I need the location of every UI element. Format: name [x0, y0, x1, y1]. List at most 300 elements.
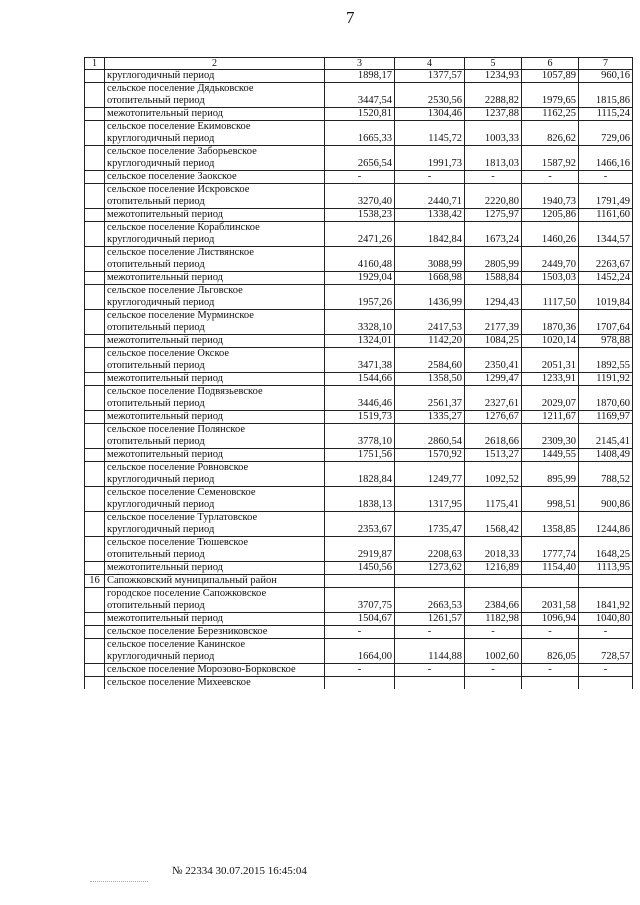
value-cell: 1568,42 — [465, 524, 522, 537]
value-cell: 1791,49 — [579, 196, 633, 209]
subheader-row — [85, 575, 633, 588]
value-cell: 895,99 — [522, 474, 579, 487]
empty-cell — [325, 83, 395, 96]
empty-cell — [395, 512, 465, 525]
value-cell: 2350,41 — [465, 360, 522, 373]
empty-cell — [465, 639, 522, 652]
value-cell: 2663,53 — [395, 600, 465, 613]
settlement-name-cell: сельское поселение Мурминское — [105, 310, 325, 323]
row-number-cell — [85, 639, 105, 652]
empty-cell — [465, 588, 522, 601]
empty-cell — [522, 146, 579, 159]
period-name-cell: круглогодичный период — [105, 297, 325, 310]
stamp-line — [90, 858, 158, 865]
value-cell: 2384,66 — [465, 600, 522, 613]
value-cell: 1664,00 — [325, 651, 395, 664]
value-cell: 1233,91 — [522, 373, 579, 386]
value-cell: 3707,75 — [325, 600, 395, 613]
empty-cell — [395, 386, 465, 399]
value-cell: 1892,55 — [579, 360, 633, 373]
value-cell: - — [395, 626, 465, 639]
table-body — [85, 58, 633, 690]
value-cell: 1040,80 — [579, 613, 633, 626]
settlement-name-cell: сельское поселение Екимовское — [105, 121, 325, 134]
value-cell: 1275,97 — [465, 209, 522, 222]
value-cell: 826,05 — [522, 651, 579, 664]
row-number-cell — [85, 171, 105, 184]
value-cell: 2031,58 — [522, 600, 579, 613]
empty-cell — [325, 146, 395, 159]
value-cell: 1466,16 — [579, 158, 633, 171]
value-cell: 2805,99 — [465, 259, 522, 272]
empty-cell — [465, 310, 522, 323]
value-cell: 1587,92 — [522, 158, 579, 171]
period-name-cell: отопительный период — [105, 322, 325, 335]
empty-cell — [325, 184, 395, 197]
period-name-cell: отопительный период — [105, 398, 325, 411]
registration-stamp — [90, 858, 158, 882]
subheader-row — [85, 677, 633, 690]
value-cell: 1460,26 — [522, 234, 579, 247]
value-cell: 960,16 — [579, 70, 633, 83]
table-row — [85, 449, 633, 462]
table-row — [85, 95, 633, 108]
value-cell: 1544,66 — [325, 373, 395, 386]
page-number: 7 — [346, 8, 355, 27]
empty-cell — [522, 639, 579, 652]
empty-cell — [465, 146, 522, 159]
value-cell: 1161,60 — [579, 209, 633, 222]
empty-cell — [325, 512, 395, 525]
value-cell: 1273,62 — [395, 562, 465, 575]
empty-cell — [522, 83, 579, 96]
value-cell: 1237,88 — [465, 108, 522, 121]
row-number-cell — [85, 310, 105, 323]
empty-cell — [579, 639, 633, 652]
value-cell: 1182,98 — [465, 613, 522, 626]
empty-cell — [465, 247, 522, 260]
subheader-row — [85, 512, 633, 525]
value-cell: - — [325, 664, 395, 677]
empty-cell — [522, 348, 579, 361]
row-number-cell: 16 — [85, 575, 105, 588]
row-number-cell — [85, 462, 105, 475]
empty-cell — [465, 184, 522, 197]
value-cell: 2530,56 — [395, 95, 465, 108]
subheader-row — [85, 222, 633, 235]
value-cell: 1117,50 — [522, 297, 579, 310]
value-cell: - — [465, 171, 522, 184]
row-number-cell — [85, 285, 105, 298]
value-cell: - — [522, 171, 579, 184]
empty-cell — [395, 348, 465, 361]
empty-cell — [522, 512, 579, 525]
value-cell: 1838,13 — [325, 499, 395, 512]
empty-cell — [395, 83, 465, 96]
period-name-cell: круглогодичный период — [105, 70, 325, 83]
value-cell: 1898,17 — [325, 70, 395, 83]
settlement-name-cell: сельское поселение Кораблинское — [105, 222, 325, 235]
value-cell: 1815,86 — [579, 95, 633, 108]
empty-cell — [522, 424, 579, 437]
value-cell: 1841,92 — [579, 600, 633, 613]
value-cell: 2029,07 — [522, 398, 579, 411]
value-cell: 2471,26 — [325, 234, 395, 247]
row-number-cell — [85, 259, 105, 272]
row-number-cell — [85, 677, 105, 690]
settlement-name-cell: сельское поселение Ровновское — [105, 462, 325, 475]
period-name-cell: отопительный период — [105, 436, 325, 449]
value-cell: 2656,54 — [325, 158, 395, 171]
table-row — [85, 524, 633, 537]
value-cell: 2220,80 — [465, 196, 522, 209]
value-cell: 1870,60 — [579, 398, 633, 411]
value-cell: 1842,84 — [395, 234, 465, 247]
settlement-name-cell: городское поселение Сапожковское — [105, 588, 325, 601]
subheader-row — [85, 424, 633, 437]
empty-cell — [579, 677, 633, 690]
value-cell: 1211,67 — [522, 411, 579, 424]
settlement-name-cell: сельское поселение Льговское — [105, 285, 325, 298]
settlement-name-cell: Сапожковский муниципальный район — [105, 575, 325, 588]
value-cell: 3270,40 — [325, 196, 395, 209]
table-row — [85, 600, 633, 613]
row-number-cell — [85, 613, 105, 626]
empty-cell — [522, 677, 579, 690]
empty-cell — [325, 285, 395, 298]
empty-cell — [395, 639, 465, 652]
empty-cell — [325, 222, 395, 235]
value-cell: 1870,36 — [522, 322, 579, 335]
registration-number: № 22334 30.07.2015 16:45:04 — [172, 865, 307, 877]
row-number-cell — [85, 651, 105, 664]
subheader-row — [85, 348, 633, 361]
value-cell: 2618,66 — [465, 436, 522, 449]
value-cell: 2327,61 — [465, 398, 522, 411]
value-cell: 2417,53 — [395, 322, 465, 335]
value-cell: - — [325, 626, 395, 639]
value-cell: 1003,33 — [465, 133, 522, 146]
empty-cell — [325, 462, 395, 475]
value-cell: 1162,25 — [522, 108, 579, 121]
period-name-cell: межотопительный период — [105, 108, 325, 121]
subheader-row — [85, 83, 633, 96]
row-number-cell — [85, 272, 105, 285]
document-footer — [90, 858, 390, 884]
value-cell: 1115,24 — [579, 108, 633, 121]
value-cell: 1169,97 — [579, 411, 633, 424]
empty-cell — [522, 537, 579, 550]
value-cell: 1449,55 — [522, 449, 579, 462]
table-row — [85, 474, 633, 487]
empty-cell — [395, 575, 465, 588]
value-cell: 2860,54 — [395, 436, 465, 449]
empty-cell — [579, 146, 633, 159]
value-cell: 1020,14 — [522, 335, 579, 348]
empty-cell — [325, 639, 395, 652]
value-cell: 2145,41 — [579, 436, 633, 449]
empty-cell — [395, 588, 465, 601]
period-name-cell: межотопительный период — [105, 613, 325, 626]
value-cell: 3088,99 — [395, 259, 465, 272]
row-number-cell — [85, 424, 105, 437]
empty-cell — [395, 121, 465, 134]
value-cell: 788,52 — [579, 474, 633, 487]
row-number-cell — [85, 449, 105, 462]
value-cell: 2919,87 — [325, 549, 395, 562]
row-number-cell — [85, 499, 105, 512]
value-cell: 1979,65 — [522, 95, 579, 108]
table-row — [85, 70, 633, 83]
value-cell: 1929,04 — [325, 272, 395, 285]
empty-cell — [325, 487, 395, 500]
empty-cell — [465, 348, 522, 361]
value-cell: 1276,67 — [465, 411, 522, 424]
value-cell: 1751,56 — [325, 449, 395, 462]
empty-cell — [465, 462, 522, 475]
settlement-name-cell: сельское поселение Тюшевское — [105, 537, 325, 550]
table-row — [85, 549, 633, 562]
row-number-cell — [85, 95, 105, 108]
period-name-cell: отопительный период — [105, 549, 325, 562]
table-row — [85, 651, 633, 664]
value-cell: 1813,03 — [465, 158, 522, 171]
table-row — [85, 499, 633, 512]
value-cell: 1317,95 — [395, 499, 465, 512]
table-row — [85, 171, 633, 184]
empty-cell — [522, 184, 579, 197]
period-name-cell: круглогодичный период — [105, 234, 325, 247]
value-cell: 2263,67 — [579, 259, 633, 272]
settlement-name-cell: сельское поселение Дядьковское — [105, 83, 325, 96]
settlement-name-cell: сельское поселение Листвянское — [105, 247, 325, 260]
value-cell: 1216,89 — [465, 562, 522, 575]
empty-cell — [579, 348, 633, 361]
period-name-cell: межотопительный период — [105, 209, 325, 222]
period-name-cell: круглогодичный период — [105, 474, 325, 487]
value-cell: 728,57 — [579, 651, 633, 664]
header-row — [85, 58, 633, 70]
empty-cell — [579, 247, 633, 260]
value-cell: 3446,46 — [325, 398, 395, 411]
table-row — [85, 360, 633, 373]
row-number-cell — [85, 222, 105, 235]
empty-cell — [395, 184, 465, 197]
table-row — [85, 626, 633, 639]
empty-cell — [325, 121, 395, 134]
value-cell: - — [522, 626, 579, 639]
table-row — [85, 322, 633, 335]
value-cell: 1019,84 — [579, 297, 633, 310]
value-cell: 1588,84 — [465, 272, 522, 285]
empty-cell — [579, 285, 633, 298]
row-number-cell — [85, 373, 105, 386]
period-name-cell: межотопительный период — [105, 373, 325, 386]
empty-cell — [395, 310, 465, 323]
empty-cell — [522, 462, 579, 475]
empty-cell — [579, 121, 633, 134]
value-cell: 1707,64 — [579, 322, 633, 335]
empty-cell — [579, 83, 633, 96]
period-name-cell: круглогодичный период — [105, 524, 325, 537]
value-cell: 1344,57 — [579, 234, 633, 247]
row-number-cell — [85, 411, 105, 424]
value-cell: 2353,67 — [325, 524, 395, 537]
row-number-cell — [85, 348, 105, 361]
value-cell: 1452,24 — [579, 272, 633, 285]
empty-cell — [325, 575, 395, 588]
settlement-name-cell: сельское поселение Окское — [105, 348, 325, 361]
value-cell: - — [579, 664, 633, 677]
value-cell: 1513,27 — [465, 449, 522, 462]
value-cell: 1335,27 — [395, 411, 465, 424]
table-row — [85, 373, 633, 386]
value-cell: 3328,10 — [325, 322, 395, 335]
row-number-cell — [85, 386, 105, 399]
value-cell: 1668,98 — [395, 272, 465, 285]
period-name-cell: межотопительный период — [105, 562, 325, 575]
period-name-cell: межотопительный период — [105, 335, 325, 348]
row-number-cell — [85, 436, 105, 449]
value-cell: 3778,10 — [325, 436, 395, 449]
value-cell: 1436,99 — [395, 297, 465, 310]
stamp-rule — [90, 881, 148, 883]
period-name-cell: круглогодичный период — [105, 499, 325, 512]
empty-cell — [465, 537, 522, 550]
empty-cell — [465, 121, 522, 134]
value-cell: 3471,38 — [325, 360, 395, 373]
value-cell: 1191,92 — [579, 373, 633, 386]
value-cell: 1408,49 — [579, 449, 633, 462]
value-cell: 1142,20 — [395, 335, 465, 348]
empty-cell — [522, 310, 579, 323]
empty-cell — [465, 677, 522, 690]
subheader-row — [85, 487, 633, 500]
period-name-cell: межотопительный период — [105, 449, 325, 462]
row-number-cell — [85, 360, 105, 373]
empty-cell — [465, 512, 522, 525]
value-cell: 1519,73 — [325, 411, 395, 424]
empty-cell — [325, 537, 395, 550]
empty-cell — [465, 386, 522, 399]
empty-cell — [465, 424, 522, 437]
subheader-row — [85, 386, 633, 399]
value-cell: 1144,88 — [395, 651, 465, 664]
value-cell: 1244,86 — [579, 524, 633, 537]
row-number-cell — [85, 474, 105, 487]
value-cell: 1538,23 — [325, 209, 395, 222]
empty-cell — [579, 424, 633, 437]
period-name-cell: круглогодичный период — [105, 158, 325, 171]
table-row — [85, 297, 633, 310]
value-cell: 1261,57 — [395, 613, 465, 626]
row-number-cell — [85, 297, 105, 310]
value-cell: 1504,67 — [325, 613, 395, 626]
value-cell: - — [579, 626, 633, 639]
subheader-row — [85, 310, 633, 323]
value-cell: 1991,73 — [395, 158, 465, 171]
row-number-cell — [85, 322, 105, 335]
period-name-cell: отопительный период — [105, 360, 325, 373]
table-row — [85, 234, 633, 247]
table-row — [85, 158, 633, 171]
empty-cell — [579, 310, 633, 323]
value-cell: - — [522, 664, 579, 677]
empty-cell — [325, 247, 395, 260]
empty-cell — [579, 184, 633, 197]
tariff-table — [84, 57, 633, 689]
value-cell: 1665,33 — [325, 133, 395, 146]
value-cell: 4160,48 — [325, 259, 395, 272]
period-name-cell: круглогодичный период — [105, 651, 325, 664]
settlement-name-cell: сельское поселение Семеновское — [105, 487, 325, 500]
settlement-name-cell: сельское поселение Турлатовское — [105, 512, 325, 525]
empty-cell — [522, 222, 579, 235]
empty-cell — [465, 222, 522, 235]
header-cell: 6 — [522, 58, 579, 70]
empty-cell — [579, 537, 633, 550]
value-cell: 1205,86 — [522, 209, 579, 222]
table-row — [85, 411, 633, 424]
period-name-cell: отопительный период — [105, 600, 325, 613]
empty-cell — [465, 83, 522, 96]
value-cell: 1324,01 — [325, 335, 395, 348]
value-cell: 1002,60 — [465, 651, 522, 664]
row-number-cell — [85, 664, 105, 677]
value-cell: 3447,54 — [325, 95, 395, 108]
value-cell: 1294,43 — [465, 297, 522, 310]
empty-cell — [579, 487, 633, 500]
table-row — [85, 562, 633, 575]
row-number-cell — [85, 335, 105, 348]
row-number-cell — [85, 487, 105, 500]
period-name-cell: межотопительный период — [105, 411, 325, 424]
empty-cell — [325, 424, 395, 437]
empty-cell — [395, 537, 465, 550]
row-number-cell — [85, 247, 105, 260]
period-name-cell: отопительный период — [105, 259, 325, 272]
header-cell: 7 — [579, 58, 633, 70]
period-name-cell: круглогодичный период — [105, 133, 325, 146]
subheader-row — [85, 462, 633, 475]
value-cell: 900,86 — [579, 499, 633, 512]
value-cell: 1940,73 — [522, 196, 579, 209]
value-cell: 2018,33 — [465, 549, 522, 562]
value-cell: 1957,26 — [325, 297, 395, 310]
empty-cell — [325, 677, 395, 690]
empty-cell — [325, 386, 395, 399]
table-row — [85, 664, 633, 677]
value-cell: 1092,52 — [465, 474, 522, 487]
value-cell: 1520,81 — [325, 108, 395, 121]
value-cell: 1358,85 — [522, 524, 579, 537]
value-cell: 826,62 — [522, 133, 579, 146]
row-number-cell — [85, 133, 105, 146]
row-number-cell — [85, 537, 105, 550]
empty-cell — [579, 462, 633, 475]
header-cell: 1 — [85, 58, 105, 70]
empty-cell — [522, 247, 579, 260]
value-cell: 2208,63 — [395, 549, 465, 562]
row-number-cell — [85, 146, 105, 159]
table-row — [85, 209, 633, 222]
empty-cell — [325, 310, 395, 323]
settlement-name-cell: сельское поселение Искровское — [105, 184, 325, 197]
empty-cell — [395, 677, 465, 690]
value-cell: 2561,37 — [395, 398, 465, 411]
row-number-cell — [85, 121, 105, 134]
empty-cell — [395, 424, 465, 437]
